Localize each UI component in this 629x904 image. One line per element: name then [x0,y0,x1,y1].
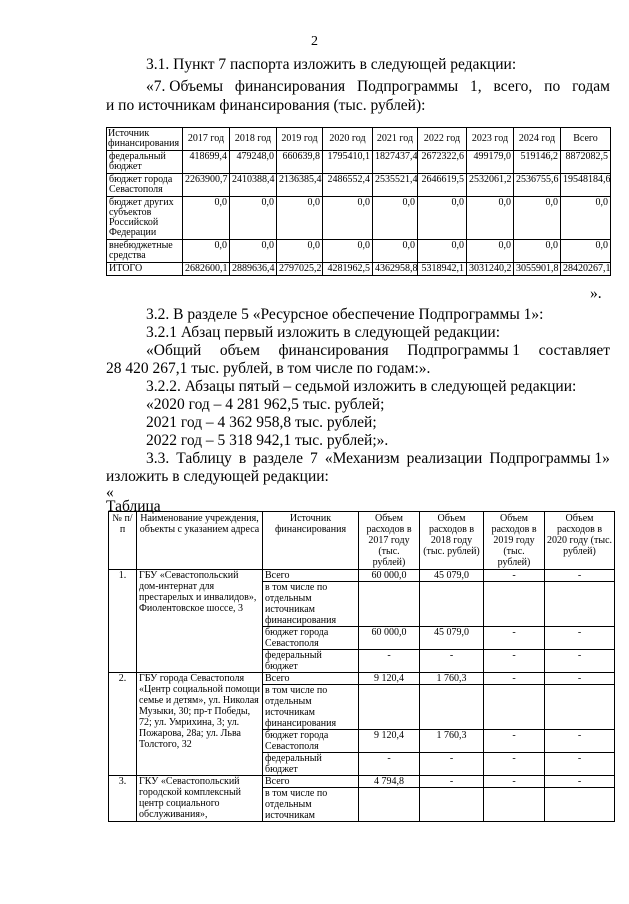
paragraph-7-line1 [146,78,610,96]
amount-cell [484,582,545,627]
value-cell: 5318942,1 [418,263,467,276]
word: составляет [538,342,610,359]
value-cell: 0,0 [418,240,467,263]
header-cell: № п/п [109,512,137,570]
value-cell: 2682600,1 [183,263,230,276]
header-year: 2017 год [183,128,230,151]
amount-cell: 60 000,0 [359,570,420,582]
word: по [544,78,561,95]
word: финансирования [234,78,346,95]
value-cell: 0,0 [277,240,323,263]
header-cell: Наименование учреждения, объекты с указанием адреса [137,512,263,570]
amount-cell: 45 079,0 [420,627,484,650]
word: «7. Объемы [146,78,224,95]
amount-cell: - [484,650,545,673]
amount-cell: 1 760,3 [420,673,484,685]
word: годам [572,78,610,95]
value-cell: 2889636,4 [230,263,277,276]
funding-source: бюджет города Севастополя [263,627,359,650]
header-cell: Объем расходов в 2017 году (тыс. рублей) [359,512,420,570]
word: «Общий [146,342,202,359]
amount-cell: - [484,627,545,650]
word: всего, [493,78,533,95]
table-row [109,776,615,788]
value-cell: 3031240,2 [467,263,514,276]
header-cell: Объем расходов в 2019 году (тыс. рублей) [484,512,545,570]
opening-quote: « [106,484,114,501]
funding-source: федеральный бюджет [263,650,359,673]
value-cell: 0,0 [277,197,323,240]
amount-cell: - [484,753,545,776]
amount-cell: - [484,776,545,788]
amount-cell [420,685,484,730]
table-row [109,570,615,582]
amount-cell: - [359,753,420,776]
header-source: Источник финансирования [107,128,183,151]
table-row [107,197,611,240]
row-number: 1. [109,570,137,673]
amount-cell: - [545,650,615,673]
header-year: 2020 год [323,128,373,151]
institution-name: ГКУ «Севастопольский городской комплексный центр социального обслуживания», [137,776,263,822]
value-cell: 2532061,2 [467,174,514,197]
word: Подпрограммы [356,78,459,95]
word: финансирования [278,342,389,359]
amount-cell: - [484,570,545,582]
table-row [107,174,611,197]
amount-cell: - [545,570,615,582]
paragraph-3-2-1-quote-line2: 28 420 267,1 тыс. рублей, в том числе по годам:». [106,360,431,377]
funding-source: Всего [263,570,359,582]
value-cell: 2410388,4 [230,174,277,197]
value-cell: 2646619,5 [418,174,467,197]
total-cell: 0,0 [561,240,611,263]
value-cell: 0,0 [373,197,418,240]
amount-cell [545,788,615,822]
value-cell: 499179,0 [467,151,514,174]
mechanism-table [108,511,615,822]
table-row [107,240,611,263]
amount-cell: - [420,753,484,776]
header-cell: Объем расходов в 2020 году (тыс. рублей) [545,512,615,570]
paragraph-3-3-line2: изложить в следующей редакции: [106,468,329,485]
value-cell: 2797025,2 [277,263,323,276]
value-cell: 0,0 [183,197,230,240]
value-cell: 3055901,8 [514,263,561,276]
funding-source: Всего [263,673,359,685]
word: 1, [470,78,482,95]
value-cell: 479248,0 [230,151,277,174]
total-cell: 8872082,5 [561,151,611,174]
mechanism-table-header [109,512,615,570]
value-cell: 519146,2 [514,151,561,174]
word: Подпрограммы 1» [489,450,610,467]
paragraph-3-2-2: 3.2.2. Абзацы пятый – седьмой изложить в следующей редакции: [146,378,577,395]
funding-source: бюджет города Севастополя [263,730,359,753]
funding-source: Всего [263,776,359,788]
value-cell: 4362958,8 [373,263,418,276]
source-cell: федеральный бюджет [107,151,183,174]
amount-cell [484,788,545,822]
value-cell: 2486552,4 [323,174,373,197]
funding-source: в том числе по отдельным источникам финансирования [263,685,359,730]
word: в [238,450,247,467]
amount-cell: - [420,776,484,788]
amount-cell: 9 120,4 [359,730,420,753]
total-cell: 19548184,6 [561,174,611,197]
amount-cell: - [420,650,484,673]
amount-cell [420,788,484,822]
header-cell: Источник финансирования [263,512,359,570]
amount-cell: - [545,627,615,650]
amount-cell: - [484,673,545,685]
funding-source: федеральный бюджет [263,753,359,776]
table-row [107,263,611,276]
amount-cell [545,582,615,627]
paragraph-3-1: 3.1. Пункт 7 паспорта изложить в следующей редакции: [146,56,517,73]
word: разделе [253,450,304,467]
page-number: 2 [311,34,318,49]
header-year: 2024 год [514,128,561,151]
word: объем [219,342,260,359]
header-year: 2022 год [418,128,467,151]
value-cell: 0,0 [230,197,277,240]
source-cell: бюджет города Севастополя [107,174,183,197]
amount-cell: 9 120,4 [359,673,420,685]
word: 7 [310,450,318,467]
value-cell: 4281962,5 [323,263,373,276]
header-cell: Объем расходов в 2018 году (тыс. рублей) [420,512,484,570]
value-cell: 0,0 [323,240,373,263]
amount-cell [420,582,484,627]
value-cell: 0,0 [514,240,561,263]
amount-cell: 45 079,0 [420,570,484,582]
value-cell: 0,0 [467,197,514,240]
value-cell: 2535521,4 [373,174,418,197]
paragraph-3-2-1-quote-line1 [146,342,610,360]
value-cell: 418699,4 [183,151,230,174]
paragraph-3-2-1: 3.2.1 Абзац первый изложить в следующей редакции: [146,324,501,341]
word: Подпрограммы 1 [407,342,521,359]
word: «Механизм [324,450,400,467]
value-cell: 0,0 [323,197,373,240]
value-cell: 0,0 [183,240,230,263]
word: 3.3. [146,450,170,467]
amount-cell [359,788,420,822]
row-number: 2. [109,673,137,776]
value-cell: 2263900,7 [183,174,230,197]
funding-source: в том числе по отдельным источникам [263,788,359,822]
amount-cell [359,582,420,627]
amount-cell: - [484,730,545,753]
amount-cell [484,685,545,730]
value-cell: 2136385,4 [277,174,323,197]
amount-cell: 1 760,3 [420,730,484,753]
header-total: Всего [561,128,611,151]
value-cell: 1795410,1 [323,151,373,174]
value-cell: 0,0 [373,240,418,263]
word: реализации [406,450,483,467]
value-cell: 1827437,4 [373,151,418,174]
institution-name: ГБУ города Севастополя «Центр социальной помощи семье и детям», ул. Николая Музыки, 30; пр-т Победы, 72; ул. Умрихина, 3; ул. Пожарова, 28а; ул. Льва Толстого, 32 [137,673,263,776]
financing-table [106,127,611,276]
table-caption: Таблица [106,498,161,515]
financing-table-header [107,128,611,151]
row-number: 3. [109,776,137,822]
header-year: 2023 год [467,128,514,151]
value-cell: 0,0 [514,197,561,240]
year-2021-line: 2021 год – 4 362 958,8 тыс. рублей; [146,414,377,431]
institution-name: ГБУ «Севастопольский дом-интернат для престарелых и инвалидов», Фиолентовское шоссе, 3 [137,570,263,673]
paragraph-3-3-line1 [146,450,610,468]
table-row [109,673,615,685]
total-cell: 0,0 [561,197,611,240]
header-year: 2021 год [373,128,418,151]
amount-cell: - [545,776,615,788]
paragraph-3-2: 3.2. В разделе 5 «Ресурсное обеспечение Подпрограммы 1»: [146,306,544,323]
value-cell: 0,0 [418,197,467,240]
value-cell: 660639,8 [277,151,323,174]
amount-cell: - [545,753,615,776]
amount-cell: - [545,730,615,753]
closing-quote: ». [590,285,602,302]
value-cell: 2672322,6 [418,151,467,174]
amount-cell [359,685,420,730]
paragraph-7-line2: и по источникам финансирования (тыс. рублей): [106,97,426,114]
header-year: 2018 год [230,128,277,151]
header-year: 2019 год [277,128,323,151]
value-cell: 2536755,6 [514,174,561,197]
table-row [107,151,611,174]
year-2020-line: «2020 год – 4 281 962,5 тыс. рублей; [146,396,385,413]
amount-cell: - [359,650,420,673]
source-cell: бюджет других субъектов Российской Федерации [107,197,183,240]
amount-cell: 4 794,8 [359,776,420,788]
year-2022-line: 2022 год – 5 318 942,1 тыс. рублей;». [146,432,389,449]
value-cell: 0,0 [467,240,514,263]
amount-cell: 60 000,0 [359,627,420,650]
amount-cell [545,685,615,730]
value-cell: 0,0 [230,240,277,263]
source-cell: внебюджетные средства [107,240,183,263]
amount-cell: - [545,673,615,685]
word: Таблицу [176,450,232,467]
funding-source: в том числе по отдельным источникам финансирования [263,582,359,627]
total-cell: 28420267,1 [561,263,611,276]
source-cell: ИТОГО [107,263,183,276]
